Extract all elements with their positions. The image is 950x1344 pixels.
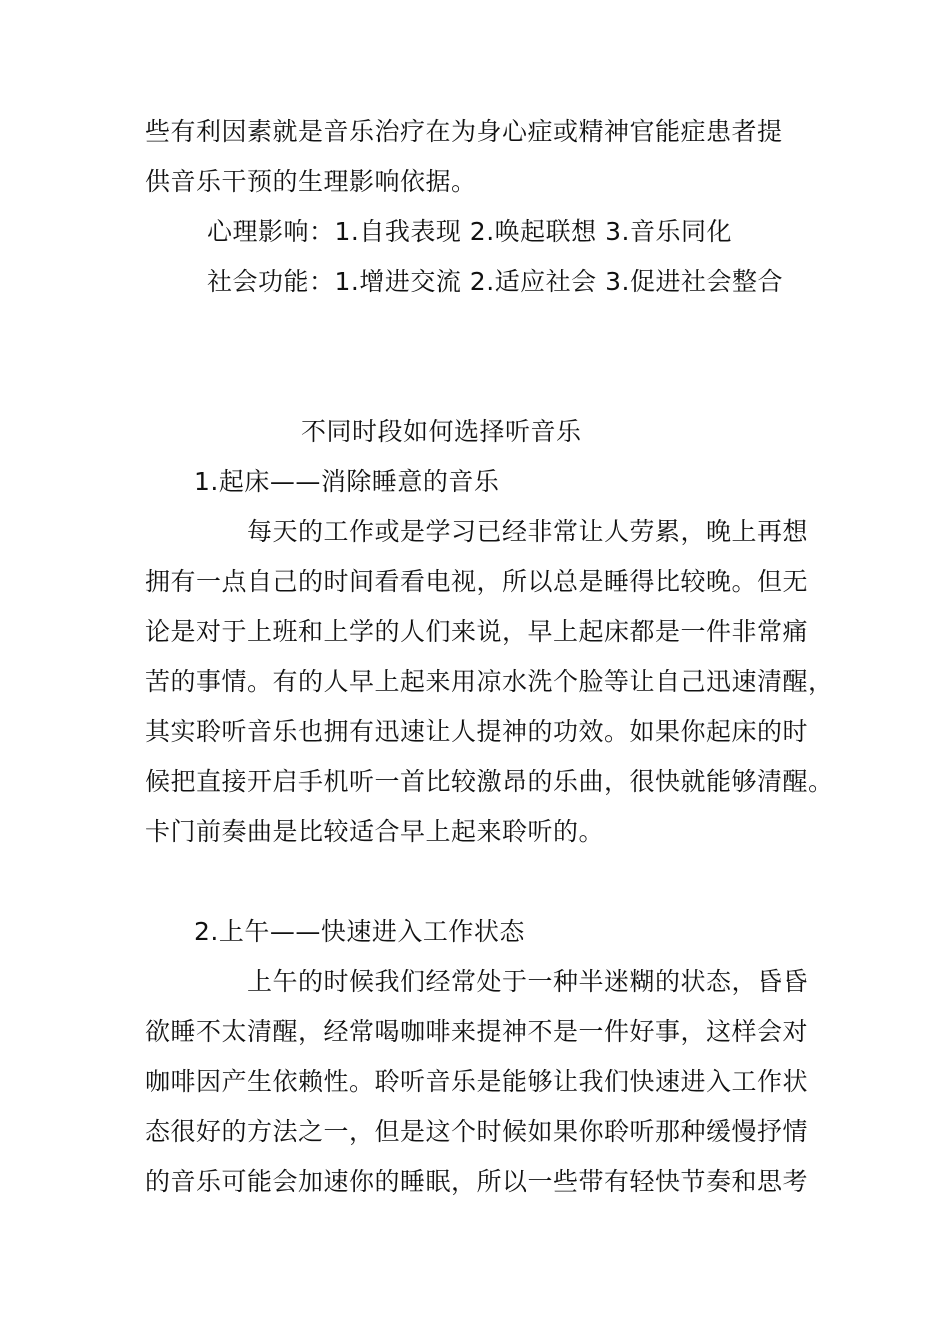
morning-paragraph-line: 的音乐可能会加速你的睡眠，所以一些带有轻快节奏和思考 xyxy=(145,1167,809,1196)
wakeup-paragraph-line: 论是对于上班和上学的人们来说，早上起床都是一件非常痛 xyxy=(145,617,809,646)
psychological-effects: 心理影响：1.自我表现 2.唤起联想 3.音乐同化 xyxy=(207,217,732,246)
section-title: 不同时段如何选择听音乐 xyxy=(301,417,582,446)
intro-line-2: 供音乐干预的生理影响依据。 xyxy=(145,167,477,196)
morning-paragraph-line: 咖啡因产生依赖性。聆听音乐是能够让我们快速进入工作状 xyxy=(145,1067,809,1096)
social-functions: 社会功能：1.增进交流 2.适应社会 3.促进社会整合 xyxy=(207,267,783,296)
wakeup-paragraph-line: 候把直接开启手机听一首比较激昂的乐曲，很快就能够清醒。 xyxy=(145,767,834,796)
wakeup-paragraph-line: 拥有一点自己的时间看看电视，所以总是睡得比较晚。但无 xyxy=(145,567,809,596)
intro-line-1: 些有利因素就是音乐治疗在为身心症或精神官能症患者提 xyxy=(145,117,783,146)
wakeup-paragraph-line: 其实聆听音乐也拥有迅速让人提神的功效。如果你起床的时 xyxy=(145,717,809,746)
morning-heading: 2.上午——快速进入工作状态 xyxy=(194,917,525,946)
morning-paragraph-line: 态很好的方法之一，但是这个时候如果你聆听那种缓慢抒情 xyxy=(145,1117,809,1146)
morning-paragraph-line: 上午的时候我们经常处于一种半迷糊的状态，昏昏 xyxy=(247,967,809,996)
wakeup-paragraph-line: 卡门前奏曲是比较适合早上起来聆听的。 xyxy=(145,817,605,846)
wakeup-heading: 1.起床——消除睡意的音乐 xyxy=(194,467,500,496)
morning-paragraph-line: 欲睡不太清醒，经常喝咖啡来提神不是一件好事，这样会对 xyxy=(145,1017,809,1046)
wakeup-paragraph-line: 苦的事情。有的人早上起来用凉水洗个脸等让自己迅速清醒， xyxy=(145,667,834,696)
wakeup-paragraph-line: 每天的工作或是学习已经非常让人劳累，晚上再想 xyxy=(247,517,809,546)
